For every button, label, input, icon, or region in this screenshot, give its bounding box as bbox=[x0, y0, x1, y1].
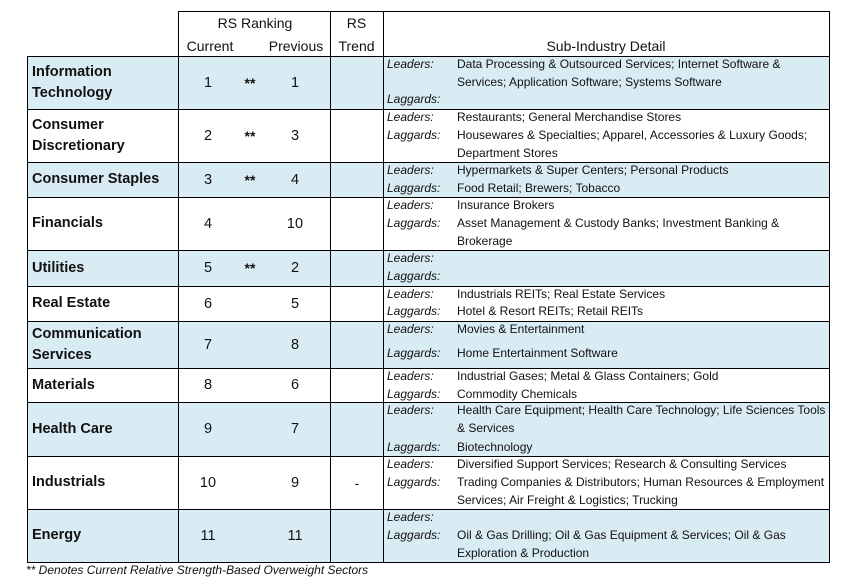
table-row bbox=[27, 286, 829, 321]
laggards-detail: Hotel & Resort REITs; Retail REITs bbox=[457, 304, 644, 318]
header-current: Current bbox=[186, 38, 234, 54]
rs-trend bbox=[332, 402, 382, 456]
overweight-stars: ** bbox=[244, 127, 256, 144]
sector-name-line: Communication bbox=[32, 325, 142, 342]
leaders-detail: Insurance Brokers bbox=[457, 198, 555, 212]
sector-name bbox=[32, 197, 172, 250]
header-trend: Trend bbox=[338, 38, 375, 54]
table-row bbox=[27, 162, 829, 197]
leaders-detail: Data Processing & Outsourced Services; Internet Software & Services; Application Software; Systems Software bbox=[457, 57, 781, 89]
previous-rank: 10 bbox=[286, 215, 304, 232]
laggards-detail: Home Entertainment Software bbox=[457, 346, 618, 360]
table-row bbox=[27, 456, 829, 509]
current-rank: 5 bbox=[203, 260, 213, 276]
rs-trend bbox=[332, 250, 382, 286]
leaders-label: Leaders: bbox=[387, 457, 434, 471]
row-divider bbox=[27, 162, 830, 163]
sector-name bbox=[32, 162, 172, 197]
table-row bbox=[27, 56, 829, 109]
current-rank: 3 bbox=[203, 171, 213, 188]
laggards-detail: Commodity Chemicals bbox=[457, 387, 578, 401]
previous-rank: 5 bbox=[290, 295, 300, 312]
table-row bbox=[27, 109, 829, 162]
laggards-detail: Food Retail; Brewers; Tobacco bbox=[457, 181, 621, 195]
leaders-detail: Industrial Gases; Metal & Glass Containers; Gold bbox=[457, 369, 719, 383]
row-divider bbox=[27, 321, 830, 322]
previous-rank: 1 bbox=[290, 74, 300, 91]
overweight-stars bbox=[230, 509, 270, 562]
leaders-detail: Hypermarkets & Super Centers; Personal Products bbox=[457, 163, 729, 177]
sector-name-line: Consumer Staples bbox=[32, 171, 160, 187]
laggards-detail: Asset Management & Custody Banks; Investment Banking & Brokerage bbox=[457, 216, 780, 248]
laggards-label: Laggards: bbox=[387, 304, 441, 318]
leaders-label: Leaders: bbox=[387, 57, 434, 71]
overweight-stars bbox=[230, 197, 270, 250]
laggards-detail: Housewares & Specialties; Apparel, Accessories & Luxury Goods; Department Stores bbox=[457, 128, 808, 160]
previous-rank: 6 bbox=[290, 377, 300, 393]
sector-name bbox=[32, 109, 172, 162]
row-divider bbox=[27, 197, 830, 198]
sector-name-line: Services bbox=[32, 346, 92, 363]
overweight-stars: ** bbox=[244, 260, 256, 276]
header-sub-industry: Sub-Industry Detail bbox=[546, 38, 666, 54]
header-top-border bbox=[178, 11, 830, 12]
table-row bbox=[27, 509, 829, 562]
laggards-label: Laggards: bbox=[387, 269, 441, 283]
header-previous: Previous bbox=[268, 38, 324, 54]
previous-rank: 3 bbox=[290, 127, 300, 144]
leaders-label: Leaders: bbox=[387, 510, 434, 524]
column-divider bbox=[27, 56, 28, 562]
row-divider bbox=[27, 286, 830, 287]
sector-name-line: Utilities bbox=[32, 259, 85, 276]
sector-name bbox=[32, 56, 172, 109]
sector-name-line: Information bbox=[32, 63, 112, 80]
leaders-label: Leaders: bbox=[387, 251, 434, 265]
row-divider bbox=[27, 456, 830, 457]
footnote: ** Denotes Current Relative Strength-Based Overweight Sectors bbox=[26, 563, 369, 577]
row-divider bbox=[27, 250, 830, 251]
table-row bbox=[27, 368, 829, 402]
leaders-label: Leaders: bbox=[387, 163, 434, 177]
sector-name bbox=[32, 456, 172, 509]
laggards-detail: Trading Companies & Distributors; Human Resources & Employment Services; Air Freight & Logistics; Trucking bbox=[457, 475, 825, 507]
previous-rank: 2 bbox=[290, 260, 300, 276]
sector-name bbox=[32, 509, 172, 562]
overweight-stars: ** bbox=[244, 171, 256, 188]
laggards-label: Laggards: bbox=[387, 92, 441, 106]
previous-rank: 4 bbox=[290, 171, 300, 188]
leaders-detail: Restaurants; General Merchandise Stores bbox=[457, 110, 682, 124]
sector-name bbox=[32, 286, 172, 321]
overweight-stars bbox=[230, 321, 270, 368]
overweight-stars bbox=[230, 402, 270, 456]
rs-trend bbox=[332, 509, 382, 562]
row-divider bbox=[27, 56, 830, 57]
current-rank: 6 bbox=[203, 295, 213, 312]
rs-trend bbox=[332, 109, 382, 162]
row-divider bbox=[27, 509, 830, 510]
previous-rank: 7 bbox=[290, 421, 300, 437]
sector-name-line: Financials bbox=[32, 215, 103, 231]
row-divider bbox=[27, 109, 830, 110]
sector-name-line: Materials bbox=[32, 376, 95, 393]
overweight-stars: ** bbox=[244, 74, 256, 91]
sector-name-line: Discretionary bbox=[32, 137, 125, 154]
previous-rank: 9 bbox=[290, 474, 300, 491]
leaders-detail: Diversified Support Services; Research & Consulting Services bbox=[457, 457, 787, 471]
rs-trend bbox=[332, 368, 382, 402]
current-rank: 2 bbox=[203, 127, 213, 144]
current-rank: 8 bbox=[203, 377, 213, 393]
sector-name-line: Real Estate bbox=[32, 295, 111, 311]
leaders-label: Leaders: bbox=[387, 403, 434, 417]
current-rank: 7 bbox=[203, 336, 213, 353]
sector-name-line: Energy bbox=[32, 527, 82, 543]
leaders-label: Leaders: bbox=[387, 198, 434, 212]
leaders-label: Leaders: bbox=[387, 322, 434, 336]
laggards-label: Laggards: bbox=[387, 346, 441, 360]
current-rank: 9 bbox=[203, 421, 213, 437]
sector-name-line: Technology bbox=[32, 84, 113, 101]
sector-name-line: Industrials bbox=[32, 474, 106, 490]
header-rs-ranking: RS Ranking bbox=[217, 15, 293, 31]
leaders-detail: Health Care Equipment; Health Care Technology; Life Sciences Tools & Services bbox=[457, 403, 826, 435]
sector-name bbox=[32, 368, 172, 402]
overweight-stars bbox=[230, 456, 270, 509]
laggards-label: Laggards: bbox=[387, 475, 441, 489]
leaders-detail: Industrials REITs; Real Estate Services bbox=[457, 287, 666, 301]
leaders-label: Leaders: bbox=[387, 110, 434, 124]
laggards-label: Laggards: bbox=[387, 440, 441, 454]
rs-trend bbox=[332, 321, 382, 368]
table-row bbox=[27, 321, 829, 368]
leaders-detail: Movies & Entertainment bbox=[457, 322, 585, 336]
laggards-detail: Oil & Gas Drilling; Oil & Gas Equipment & Services; Oil & Gas Exploration & Production bbox=[457, 528, 786, 560]
rs-trend bbox=[332, 162, 382, 197]
overweight-stars bbox=[230, 368, 270, 402]
header-rs: RS bbox=[346, 15, 367, 31]
rs-trend: - bbox=[354, 474, 360, 491]
laggards-label: Laggards: bbox=[387, 387, 441, 401]
rs-trend bbox=[332, 286, 382, 321]
row-divider bbox=[27, 368, 830, 369]
table-row bbox=[27, 402, 829, 456]
current-rank: 10 bbox=[199, 474, 217, 491]
table-row bbox=[27, 197, 829, 250]
rs-trend bbox=[332, 56, 382, 109]
laggards-detail: Biotechnology bbox=[457, 440, 533, 454]
sector-name bbox=[32, 402, 172, 456]
laggards-label: Laggards: bbox=[387, 216, 441, 230]
sector-name bbox=[32, 250, 172, 286]
sector-name bbox=[32, 321, 172, 368]
previous-rank: 11 bbox=[287, 527, 303, 544]
leaders-label: Leaders: bbox=[387, 369, 434, 383]
row-divider bbox=[27, 402, 830, 403]
sector-name-line: Health Care bbox=[32, 420, 113, 437]
leaders-label: Leaders: bbox=[387, 287, 434, 301]
current-rank: 4 bbox=[203, 215, 213, 232]
current-rank: 11 bbox=[200, 527, 216, 544]
rs-trend bbox=[332, 197, 382, 250]
overweight-stars bbox=[230, 286, 270, 321]
table-row bbox=[27, 250, 829, 286]
laggards-label: Laggards: bbox=[387, 181, 441, 195]
laggards-label: Laggards: bbox=[387, 128, 441, 142]
laggards-label: Laggards: bbox=[387, 528, 441, 542]
current-rank: 1 bbox=[203, 74, 213, 91]
sector-name-line: Consumer bbox=[32, 116, 104, 133]
previous-rank: 8 bbox=[290, 336, 300, 353]
